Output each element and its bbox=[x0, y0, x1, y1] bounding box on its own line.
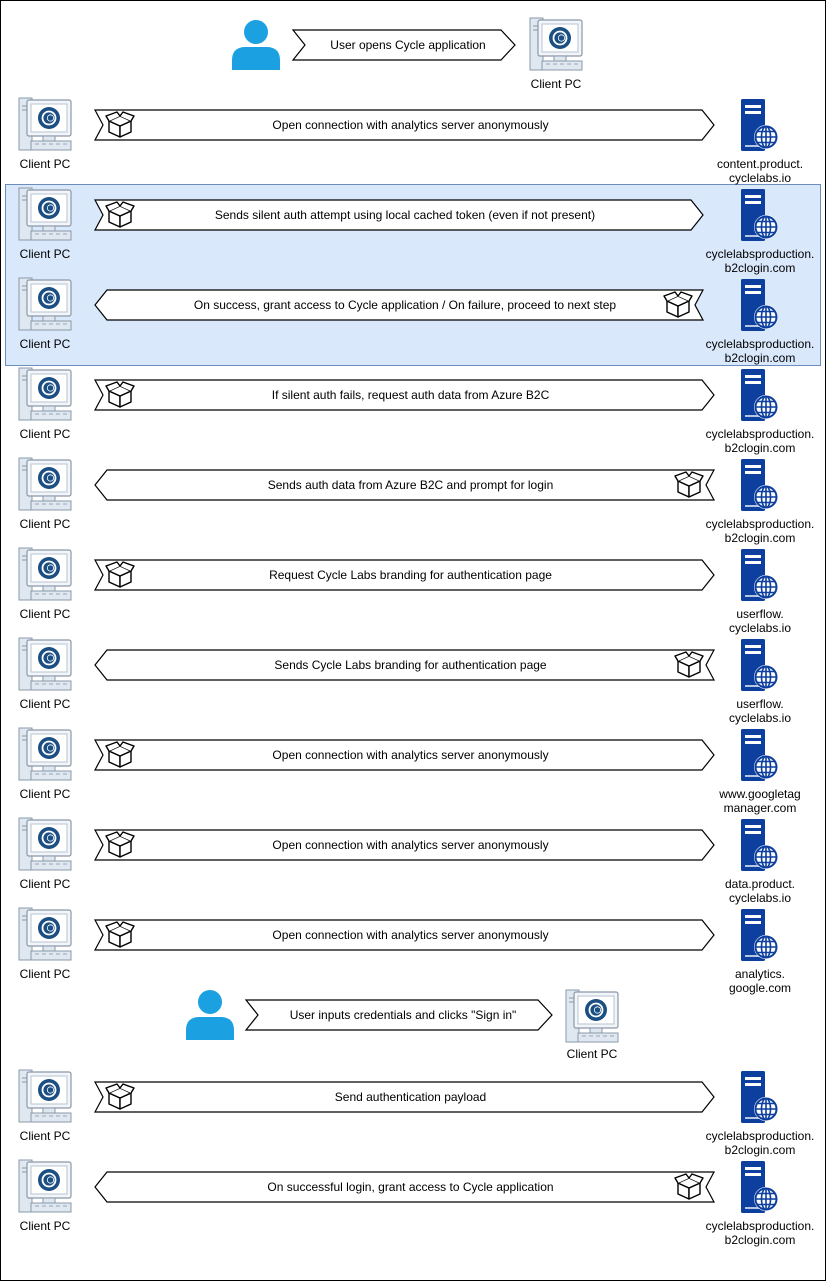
server-hostname-line-2: manager.com bbox=[723, 801, 797, 815]
server-hostname-line-2: cyclelabs.io bbox=[728, 621, 792, 635]
message-text: Request Cycle Labs branding for authentication page bbox=[269, 568, 552, 582]
message-text: On successful login, grant access to Cycle application bbox=[267, 1180, 554, 1194]
server-hostname-line-1: data.product. bbox=[724, 877, 796, 891]
server-hostname-line-2: cyclelabs.io bbox=[728, 711, 792, 725]
client-pc-icon bbox=[19, 458, 71, 510]
client-pc-icon bbox=[19, 908, 71, 960]
client-pc-label: Client PC bbox=[19, 517, 71, 531]
server-hostname-line-1: cyclelabsproduction. bbox=[705, 517, 815, 531]
package-icon bbox=[106, 382, 134, 407]
client-pc-icon bbox=[19, 188, 71, 240]
message-text: Open connection with analytics server anonymously bbox=[272, 838, 549, 852]
client-pc-icon bbox=[19, 728, 71, 780]
web-server-icon bbox=[741, 1161, 778, 1213]
client-pc-label: Client PC bbox=[19, 337, 71, 351]
client-pc-icon bbox=[19, 98, 71, 150]
web-server-icon bbox=[741, 99, 778, 151]
server-hostname-line-1: cyclelabsproduction. bbox=[705, 1129, 815, 1143]
client-pc-icon bbox=[19, 368, 71, 420]
message-text: Open connection with analytics server anonymously bbox=[272, 118, 549, 132]
package-icon bbox=[106, 1084, 134, 1109]
server-hostname-line-1: cyclelabsproduction. bbox=[705, 337, 815, 351]
server-hostname-line-2: b2clogin.com bbox=[724, 1233, 796, 1247]
web-server-icon bbox=[741, 1071, 778, 1123]
client-pc-icon bbox=[19, 548, 71, 600]
web-server-icon bbox=[741, 909, 778, 961]
message-text: Sends auth data from Azure B2C and prompt for login bbox=[267, 478, 554, 492]
server-hostname-line-1: cyclelabsproduction. bbox=[705, 427, 815, 441]
package-icon bbox=[675, 472, 703, 497]
server-hostname-line-2: b2clogin.com bbox=[724, 531, 796, 545]
server-hostname-line-2: cyclelabs.io bbox=[728, 171, 792, 185]
package-icon bbox=[106, 742, 134, 767]
message-text: Sends silent auth attempt using local cached token (even if not present) bbox=[214, 208, 596, 222]
user-icon bbox=[232, 20, 280, 70]
server-hostname-line-2: b2clogin.com bbox=[724, 351, 796, 365]
package-icon bbox=[106, 562, 134, 587]
package-icon bbox=[106, 832, 134, 857]
client-pc-icon bbox=[19, 278, 71, 330]
message-text: Open connection with analytics server anonymously bbox=[272, 748, 549, 762]
server-hostname-line-2: b2clogin.com bbox=[724, 1143, 796, 1157]
message-text: Send authentication payload bbox=[334, 1090, 487, 1104]
server-hostname-line-2: cyclelabs.io bbox=[728, 891, 792, 905]
message-text: If silent auth fails, request auth data from Azure B2C bbox=[271, 388, 550, 402]
client-pc-icon bbox=[19, 1070, 71, 1122]
message-text: Sends Cycle Labs branding for authentication page bbox=[274, 658, 547, 672]
client-pc-label: Client PC bbox=[19, 157, 71, 171]
header-step-target-label: Client PC bbox=[530, 77, 582, 91]
message-text: Open connection with analytics server anonymously bbox=[272, 928, 549, 942]
server-hostname-line-1: cyclelabsproduction. bbox=[705, 1219, 815, 1233]
header-step-text: User inputs credentials and clicks "Sign in" bbox=[289, 1008, 517, 1022]
package-icon bbox=[675, 1174, 703, 1199]
server-hostname-line-1: analytics. bbox=[734, 967, 786, 981]
web-server-icon bbox=[741, 459, 778, 511]
web-server-icon bbox=[741, 729, 778, 781]
user-icon bbox=[186, 990, 234, 1040]
client-pc-label: Client PC bbox=[19, 787, 71, 801]
package-icon bbox=[106, 202, 134, 227]
client-pc-label: Client PC bbox=[19, 427, 71, 441]
web-server-icon bbox=[741, 549, 778, 601]
client-pc-icon bbox=[19, 1160, 71, 1212]
server-hostname-line-2: b2clogin.com bbox=[724, 441, 796, 455]
web-server-icon bbox=[741, 819, 778, 871]
client-pc-label: Client PC bbox=[19, 607, 71, 621]
client-pc-label: Client PC bbox=[19, 967, 71, 981]
header-step-target-label: Client PC bbox=[566, 1047, 618, 1061]
package-icon bbox=[675, 652, 703, 677]
client-pc-icon bbox=[566, 990, 618, 1042]
client-pc-label: Client PC bbox=[19, 877, 71, 891]
server-hostname-line-1: content.product. bbox=[716, 157, 804, 171]
server-hostname-line-1: userflow. bbox=[736, 607, 784, 621]
client-pc-icon bbox=[19, 818, 71, 870]
server-hostname-line-1: www.googletag bbox=[719, 787, 801, 801]
server-hostname-line-2: b2clogin.com bbox=[724, 261, 796, 275]
client-pc-icon bbox=[530, 18, 582, 70]
package-icon bbox=[106, 922, 134, 947]
client-pc-label: Client PC bbox=[19, 1129, 71, 1143]
web-server-icon bbox=[741, 639, 778, 691]
package-icon bbox=[106, 112, 134, 137]
client-pc-label: Client PC bbox=[19, 1219, 71, 1233]
web-server-icon bbox=[741, 369, 778, 421]
package-icon bbox=[664, 292, 692, 317]
header-step-text: User opens Cycle application bbox=[330, 38, 486, 52]
server-hostname-line-2: google.com bbox=[728, 981, 792, 995]
client-pc-label: Client PC bbox=[19, 697, 71, 711]
server-hostname-line-1: cyclelabsproduction. bbox=[705, 247, 815, 261]
client-pc-icon bbox=[19, 638, 71, 690]
server-hostname-line-1: userflow. bbox=[736, 697, 784, 711]
client-pc-label: Client PC bbox=[19, 247, 71, 261]
message-text: On success, grant access to Cycle application / On failure, proceed to next step bbox=[193, 298, 617, 312]
